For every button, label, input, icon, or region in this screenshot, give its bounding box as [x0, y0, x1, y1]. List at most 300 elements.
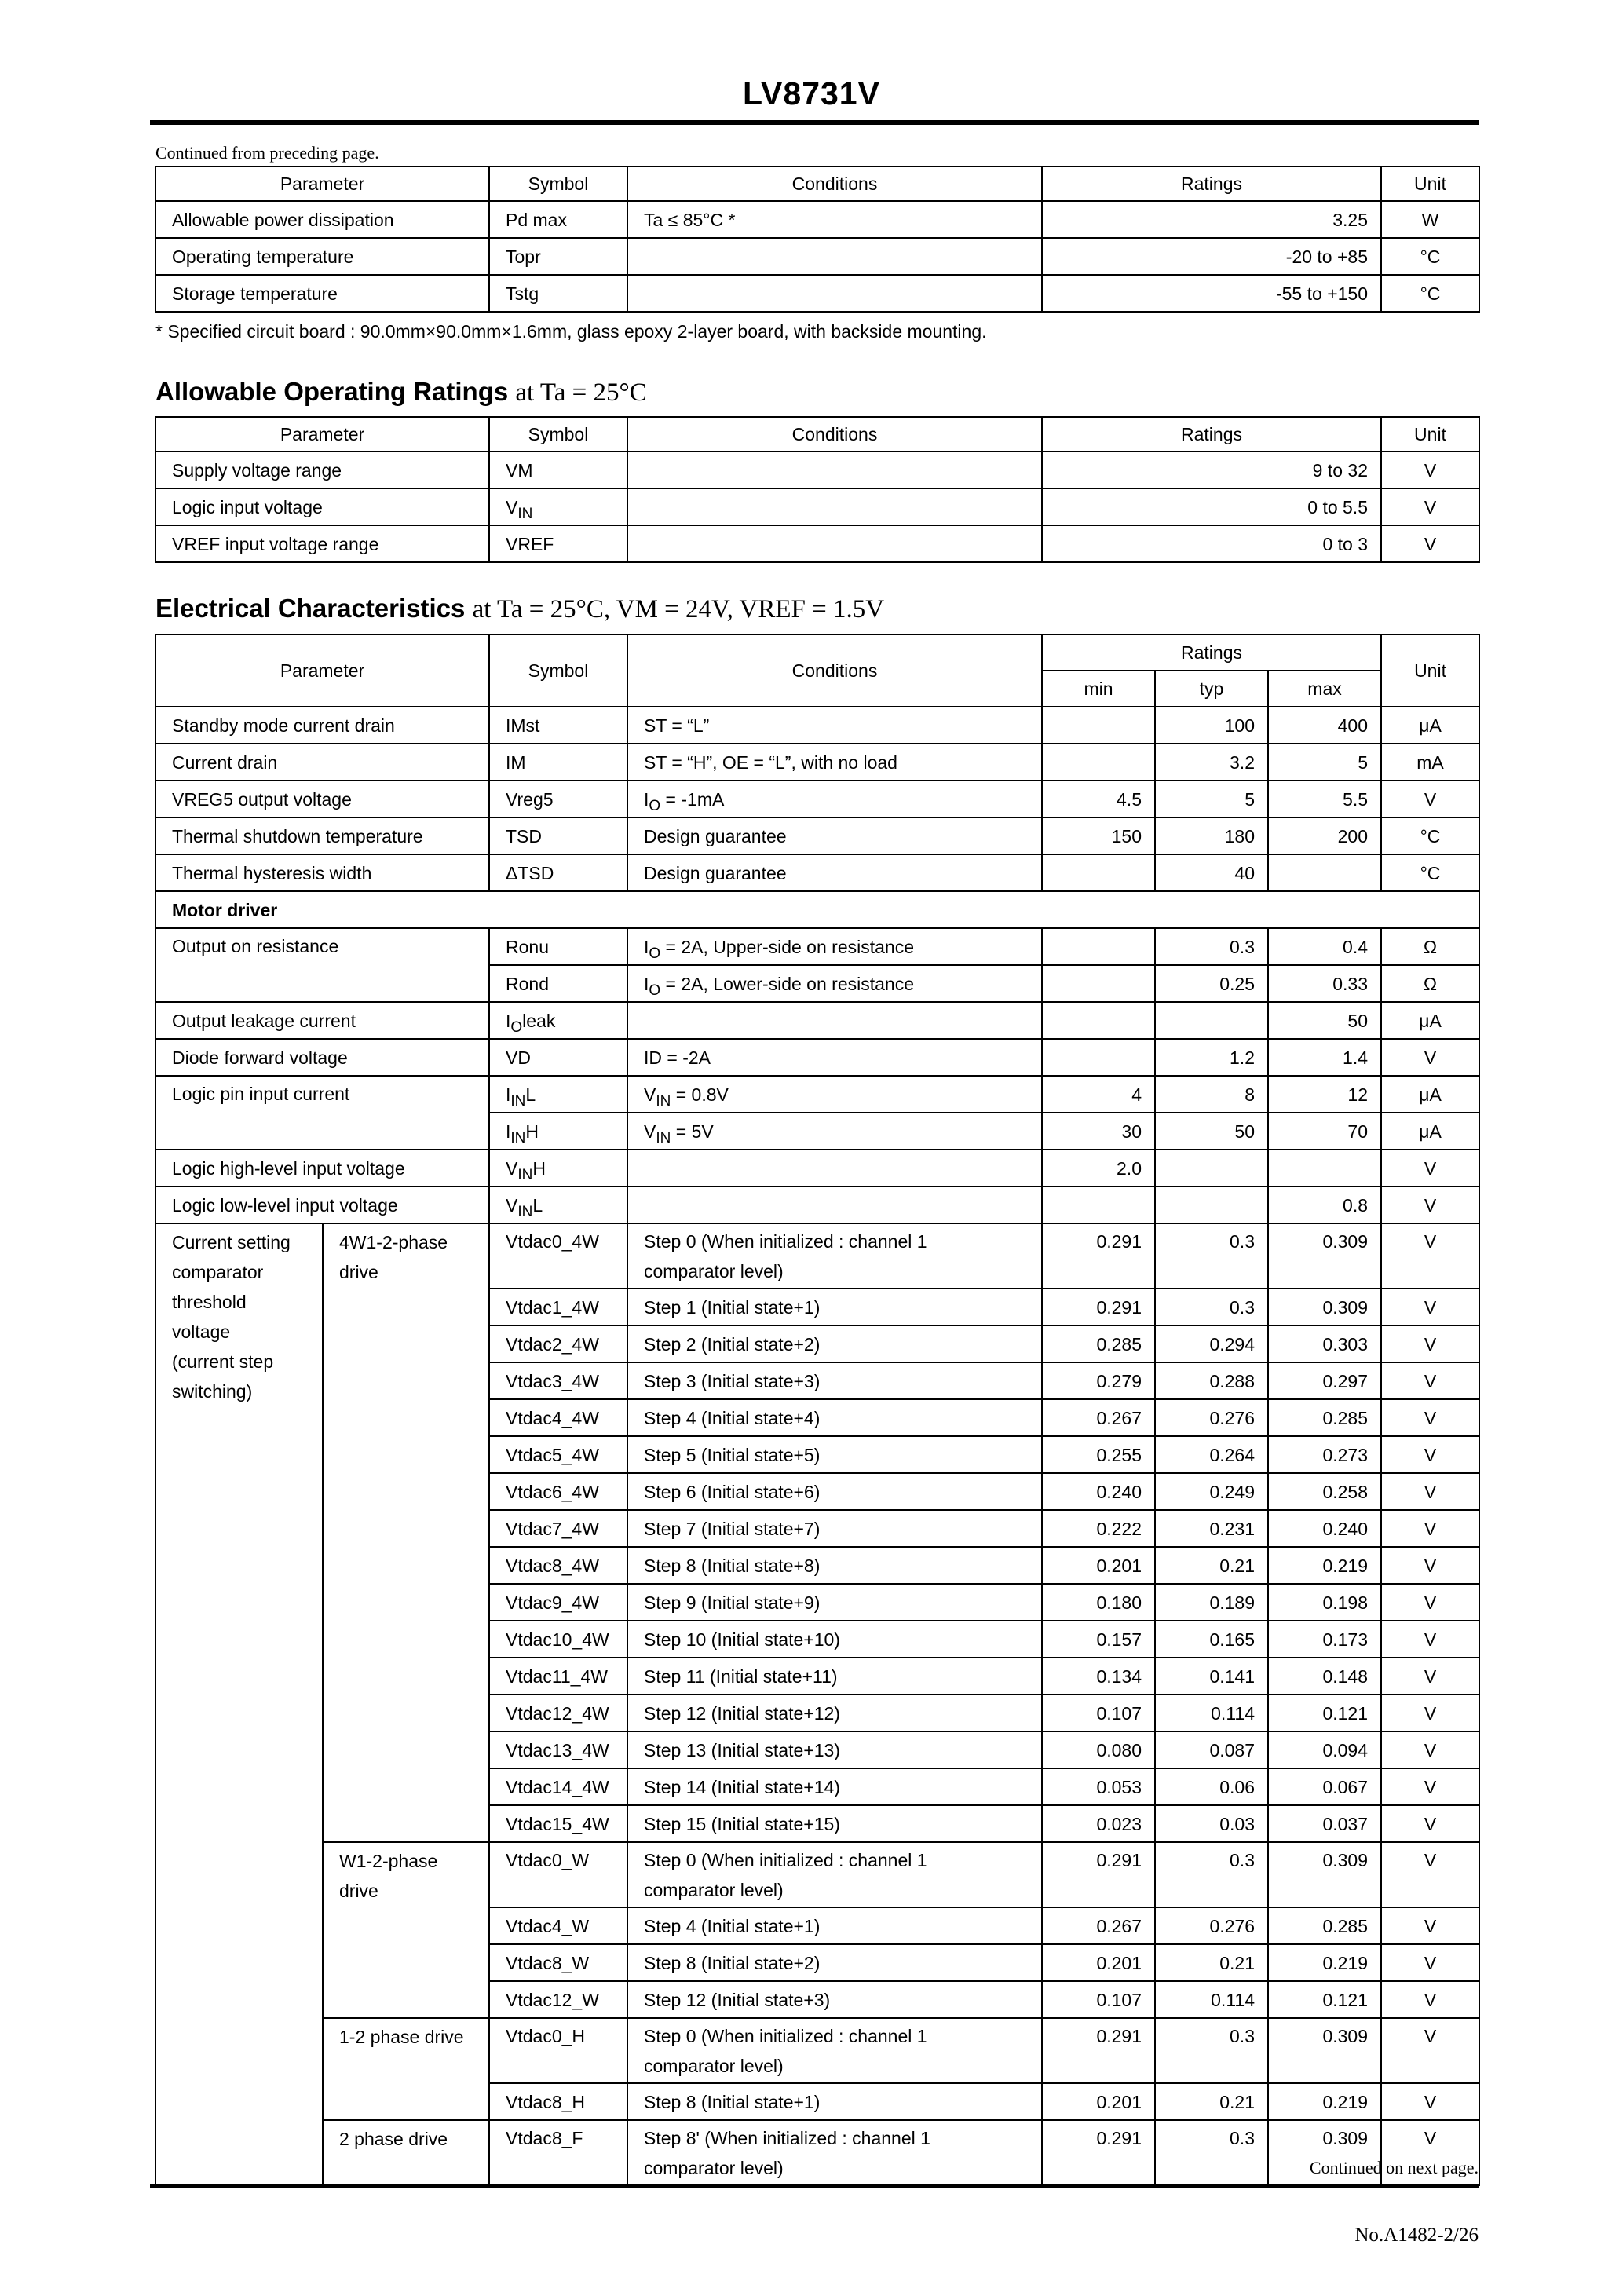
cell-unit: Ω	[1381, 965, 1479, 1002]
cell-unit: V	[1381, 1399, 1479, 1436]
cell-unit: V	[1381, 1842, 1479, 1907]
cell-parameter: Output on resistance	[155, 928, 489, 1002]
cell-min: 0.222	[1042, 1510, 1155, 1547]
cell-conditions	[627, 1076, 1042, 1113]
cell-unit: Ω	[1381, 928, 1479, 965]
cell-max: 0.094	[1268, 1731, 1381, 1768]
symbol-main: I	[506, 1084, 511, 1105]
cell-typ: 100	[1155, 707, 1268, 744]
cond-line: Step 8 (Initial state+8)	[644, 1555, 821, 1576]
cell-min	[1042, 1186, 1155, 1223]
cell-symbol: Vtdac8_4W	[489, 1547, 627, 1584]
cell-symbol: Vtdac6_4W	[489, 1473, 627, 1510]
cell-max	[1268, 854, 1381, 891]
cell-symbol: Vtdac4_4W	[489, 1399, 627, 1436]
cell-max: 0.273	[1268, 1436, 1381, 1473]
cell-min	[1042, 1002, 1155, 1039]
cond-line: Step 12 (Initial state+3)	[644, 1989, 831, 2010]
cell-unit: W	[1381, 201, 1479, 238]
cell-typ: 0.276	[1155, 1399, 1268, 1436]
cell-unit: V	[1381, 1907, 1479, 1944]
cell-parameter: Diode forward voltage	[155, 1039, 489, 1076]
cell-unit: V	[1381, 1944, 1479, 1981]
cell-unit: V	[1381, 1658, 1479, 1695]
cell-ratings: 0 to 3	[1042, 525, 1381, 562]
continued-from-note: Continued from preceding page.	[155, 143, 379, 163]
cell-conditions: Design guarantee	[627, 854, 1042, 891]
cell-min: 0.240	[1042, 1473, 1155, 1510]
cell-conditions	[627, 1981, 1042, 2018]
cond-line: comparator level)	[644, 1880, 784, 1900]
cell-max: 0.037	[1268, 1805, 1381, 1842]
cell-conditions	[627, 1223, 1042, 1289]
cell-unit: V	[1381, 1223, 1479, 1289]
cell-symbol: Topr	[489, 238, 627, 275]
symbol-sub: IN	[517, 1166, 533, 1183]
cell-conditions	[627, 1362, 1042, 1399]
table-row	[155, 744, 1479, 781]
col-parameter: Parameter	[155, 634, 489, 707]
cell-parameter: Storage temperature	[155, 275, 489, 312]
cell-conditions	[627, 452, 1042, 488]
cell-min: 4.5	[1042, 781, 1155, 817]
table-row	[155, 817, 1479, 854]
cell-parameter: Thermal hysteresis width	[155, 854, 489, 891]
cell-min: 0.267	[1042, 1399, 1155, 1436]
cell-unit: V	[1381, 1547, 1479, 1584]
cell-conditions	[627, 1731, 1042, 1768]
cell-drive-mode	[323, 1223, 489, 1842]
cell-min: 0.255	[1042, 1436, 1155, 1473]
cell-typ: 0.21	[1155, 2083, 1268, 2120]
cell-symbol: Vtdac8_H	[489, 2083, 627, 2120]
cond-main: V	[644, 1121, 656, 1142]
cell-symbol	[489, 1113, 627, 1150]
cond-rest: = 0.8V	[671, 1084, 729, 1105]
cell-max: 0.33	[1268, 965, 1381, 1002]
cell-max: 5.5	[1268, 781, 1381, 817]
elec-condition: at Ta = 25°C, VM = 24V, VREF = 1.5V	[472, 595, 885, 623]
cell-conditions	[627, 1289, 1042, 1325]
cond-line: Step 12 (Initial state+12)	[644, 1702, 840, 1724]
cell-max: 1.4	[1268, 1039, 1381, 1076]
cell-typ: 0.25	[1155, 965, 1268, 1002]
table-row	[155, 928, 1479, 965]
cell-symbol: Vtdac12_W	[489, 1981, 627, 2018]
cell-symbol: Vtdac14_4W	[489, 1768, 627, 1805]
cell-unit: V	[1381, 1362, 1479, 1399]
cell-max: 70	[1268, 1113, 1381, 1150]
table-row	[155, 1002, 1479, 1039]
cond-line: Step 5 (Initial state+5)	[644, 1444, 821, 1465]
symbol-main: V	[506, 496, 518, 517]
cell-unit: V	[1381, 452, 1479, 488]
col-symbol: Symbol	[489, 166, 627, 201]
symbol-sub: IN	[517, 1203, 533, 1220]
cond-line: Step 10 (Initial state+10)	[644, 1629, 840, 1650]
cell-symbol: VM	[489, 452, 627, 488]
table-row	[155, 781, 1479, 817]
cell-unit: μA	[1381, 707, 1479, 744]
cell-unit: V	[1381, 2120, 1479, 2185]
cell-typ: 0.3	[1155, 1842, 1268, 1907]
symbol-sub: IN	[517, 505, 533, 522]
col-ratings: Ratings	[1042, 166, 1381, 201]
continued-next-note: Continued on next page.	[1309, 2158, 1479, 2177]
cell-conditions	[627, 1113, 1042, 1150]
col-conditions: Conditions	[627, 417, 1042, 452]
table-row	[155, 2018, 1479, 2083]
mode-line: 1-2 phase drive	[339, 2027, 464, 2047]
cell-min: 0.157	[1042, 1621, 1155, 1658]
cell-parameter-current-setting	[155, 1223, 323, 2185]
param-line: comparator	[172, 1262, 264, 1282]
cell-conditions	[627, 2083, 1042, 2120]
col-ratings: Ratings	[1042, 634, 1381, 671]
cell-unit: μA	[1381, 1002, 1479, 1039]
cell-parameter: Output leakage current	[155, 1002, 489, 1039]
mode-line: W1-2-phase	[339, 1851, 438, 1871]
cell-conditions	[627, 2120, 1042, 2185]
cell-parameter: Operating temperature	[155, 238, 489, 275]
cell-max: 0.198	[1268, 1584, 1381, 1621]
cell-symbol: Vtdac1_4W	[489, 1289, 627, 1325]
cell-typ: 0.288	[1155, 1362, 1268, 1399]
col-conditions: Conditions	[627, 166, 1042, 201]
cell-min: 150	[1042, 817, 1155, 854]
cell-parameter: Thermal shutdown temperature	[155, 817, 489, 854]
motor-driver-section-row	[155, 891, 1479, 928]
cell-conditions	[627, 781, 1042, 817]
col-unit: Unit	[1381, 166, 1479, 201]
cell-min: 30	[1042, 1113, 1155, 1150]
cond-line: comparator level)	[644, 1261, 784, 1281]
cell-conditions	[627, 1768, 1042, 1805]
cell-unit: °C	[1381, 238, 1479, 275]
cell-typ: 1.2	[1155, 1039, 1268, 1076]
cell-min: 0.279	[1042, 1362, 1155, 1399]
col-typ: typ	[1155, 671, 1268, 707]
motor-driver-label: Motor driver	[155, 891, 1479, 928]
cell-conditions	[627, 1907, 1042, 1944]
cond-sub: O	[649, 945, 661, 962]
cell-unit: V	[1381, 488, 1479, 525]
symbol-sub: O	[510, 1018, 523, 1036]
cell-conditions	[627, 965, 1042, 1002]
cell-min: 0.285	[1042, 1325, 1155, 1362]
cell-typ: 0.114	[1155, 1981, 1268, 2018]
cell-parameter: Current drain	[155, 744, 489, 781]
table-row	[155, 1186, 1479, 1223]
cell-parameter: VREG5 output voltage	[155, 781, 489, 817]
cell-unit: V	[1381, 525, 1479, 562]
param-line: Current setting	[172, 1232, 291, 1252]
mode-line: 4W1-2-phase	[339, 1232, 448, 1252]
table-row	[155, 275, 1479, 312]
cell-min: 0.291	[1042, 1223, 1155, 1289]
cond-line: Step 1 (Initial state+1)	[644, 1296, 821, 1318]
cell-min: 0.201	[1042, 1944, 1155, 1981]
cell-max: 0.303	[1268, 1325, 1381, 1362]
elec-header-row-1	[155, 634, 1479, 671]
cell-typ: 0.276	[1155, 1907, 1268, 1944]
cond-main: I	[644, 973, 649, 994]
cond-sub: IN	[656, 1092, 671, 1110]
cell-conditions	[627, 1805, 1042, 1842]
cell-typ: 0.3	[1155, 2120, 1268, 2185]
cell-conditions	[627, 1547, 1042, 1584]
symbol-main: I	[506, 1010, 511, 1031]
cond-line: Step 15 (Initial state+15)	[644, 1813, 840, 1834]
cell-ratings: -55 to +150	[1042, 275, 1381, 312]
cell-parameter: Supply voltage range	[155, 452, 489, 488]
cell-symbol: Vtdac0_H	[489, 2018, 627, 2083]
cell-symbol: Pd max	[489, 201, 627, 238]
cond-main: I	[644, 788, 649, 810]
cell-parameter: Logic input voltage	[155, 488, 489, 525]
symbol-main: I	[506, 1121, 511, 1142]
cell-typ: 0.114	[1155, 1695, 1268, 1731]
cell-max: 0.121	[1268, 1695, 1381, 1731]
cell-symbol: Vtdac12_4W	[489, 1695, 627, 1731]
cell-max: 0.148	[1268, 1658, 1381, 1695]
cell-min	[1042, 744, 1155, 781]
cond-rest: = 2A, Lower-side on resistance	[660, 973, 914, 994]
cell-symbol	[489, 1076, 627, 1113]
cell-ratings: 3.25	[1042, 201, 1381, 238]
cell-typ: 0.294	[1155, 1325, 1268, 1362]
cell-max: 0.285	[1268, 1399, 1381, 1436]
table-row	[155, 707, 1479, 744]
cell-max: 0.067	[1268, 1768, 1381, 1805]
cell-max: 5	[1268, 744, 1381, 781]
cond-line: Step 8' (When initialized : channel 1	[644, 2128, 930, 2148]
header-rule	[150, 120, 1479, 125]
col-symbol: Symbol	[489, 634, 627, 707]
board-note: * Specified circuit board : 90.0mm×90.0mm×1.6mm, glass epoxy 2-layer board, with backside mounting.	[155, 321, 987, 342]
cell-symbol: Vtdac2_4W	[489, 1325, 627, 1362]
symbol-sub: IN	[510, 1092, 526, 1110]
cell-typ: 0.165	[1155, 1621, 1268, 1658]
cell-unit: V	[1381, 1150, 1479, 1186]
cell-conditions	[627, 238, 1042, 275]
cell-max: 0.240	[1268, 1510, 1381, 1547]
cell-unit: V	[1381, 2083, 1479, 2120]
cond-line: Step 0 (When initialized : channel 1	[644, 1850, 927, 1870]
col-min: min	[1042, 671, 1155, 707]
cell-conditions: ST = “H”, OE = “L”, with no load	[627, 744, 1042, 781]
cell-min: 2.0	[1042, 1150, 1155, 1186]
cell-unit: μA	[1381, 1076, 1479, 1113]
cond-line: Step 13 (Initial state+13)	[644, 1739, 840, 1760]
symbol-rest: leak	[522, 1010, 556, 1031]
cell-conditions	[627, 1944, 1042, 1981]
cell-conditions	[627, 1510, 1042, 1547]
page-number: No.A1482-2/26	[1354, 2225, 1479, 2246]
table-row	[155, 1223, 1479, 1289]
cell-max	[1268, 1150, 1381, 1186]
cell-min: 0.201	[1042, 1547, 1155, 1584]
cell-parameter: Logic low-level input voltage	[155, 1186, 489, 1223]
cell-min: 0.291	[1042, 1289, 1155, 1325]
cell-unit: V	[1381, 1473, 1479, 1510]
cell-min: 0.180	[1042, 1584, 1155, 1621]
cell-symbol	[489, 1002, 627, 1039]
cell-min: 0.134	[1042, 1658, 1155, 1695]
cell-symbol: Vtdac0_4W	[489, 1223, 627, 1289]
cell-typ	[1155, 1186, 1268, 1223]
cell-max: 0.121	[1268, 1981, 1381, 2018]
param-line: switching)	[172, 1381, 253, 1402]
table-row	[155, 452, 1479, 488]
cell-max: 50	[1268, 1002, 1381, 1039]
elec-heading	[155, 594, 884, 624]
op-ratings-title: Allowable Operating Ratings	[155, 377, 509, 406]
cell-unit: V	[1381, 1289, 1479, 1325]
cell-unit: V	[1381, 1981, 1479, 2018]
cell-conditions	[627, 1002, 1042, 1039]
cell-min: 4	[1042, 1076, 1155, 1113]
cell-min: 0.291	[1042, 2018, 1155, 2083]
op-ratings-heading	[155, 377, 647, 408]
cell-conditions	[627, 1436, 1042, 1473]
cond-line: Step 3 (Initial state+3)	[644, 1370, 821, 1391]
cond-line: Step 9 (Initial state+9)	[644, 1592, 821, 1613]
cell-max: 0.309	[1268, 1289, 1381, 1325]
symbol-main: V	[506, 1157, 518, 1179]
cell-typ: 0.189	[1155, 1584, 1268, 1621]
cell-unit: V	[1381, 1039, 1479, 1076]
cell-symbol: IMst	[489, 707, 627, 744]
cell-min	[1042, 707, 1155, 744]
cell-typ: 8	[1155, 1076, 1268, 1113]
mode-line: 2 phase drive	[339, 2129, 448, 2149]
cond-rest: = -1mA	[660, 788, 725, 810]
cell-unit: V	[1381, 1584, 1479, 1621]
cell-conditions	[627, 2018, 1042, 2083]
col-max: max	[1268, 671, 1381, 707]
cell-symbol: Vreg5	[489, 781, 627, 817]
cell-symbol: VD	[489, 1039, 627, 1076]
cell-symbol	[489, 1150, 627, 1186]
cell-unit: V	[1381, 1325, 1479, 1362]
cell-parameter: VREF input voltage range	[155, 525, 489, 562]
cell-typ	[1155, 1002, 1268, 1039]
cell-conditions	[627, 1621, 1042, 1658]
cell-symbol: TSD	[489, 817, 627, 854]
cell-drive-mode	[323, 2018, 489, 2120]
cell-drive-mode	[323, 2120, 489, 2185]
col-parameter: Parameter	[155, 166, 489, 201]
cell-max: 0.219	[1268, 1547, 1381, 1584]
cell-drive-mode	[323, 1842, 489, 2018]
cell-max: 0.4	[1268, 928, 1381, 965]
cell-min: 0.080	[1042, 1731, 1155, 1768]
cell-symbol: VREF	[489, 525, 627, 562]
cell-typ: 0.264	[1155, 1436, 1268, 1473]
cell-conditions	[627, 1186, 1042, 1223]
cell-symbol: Vtdac0_W	[489, 1842, 627, 1907]
cell-unit: μA	[1381, 1113, 1479, 1150]
cell-min: 0.267	[1042, 1907, 1155, 1944]
mode-line: drive	[339, 1881, 378, 1901]
cell-typ	[1155, 1150, 1268, 1186]
table-row	[155, 1039, 1479, 1076]
cell-typ: 0.231	[1155, 1510, 1268, 1547]
cell-typ: 0.141	[1155, 1658, 1268, 1695]
cond-line: Step 8 (Initial state+2)	[644, 1952, 821, 1973]
cell-symbol: Tstg	[489, 275, 627, 312]
param-line: (current step	[172, 1351, 274, 1372]
page-title: LV8731V	[743, 75, 880, 112]
cond-line: Step 0 (When initialized : channel 1	[644, 1231, 927, 1252]
cell-conditions	[627, 275, 1042, 312]
cell-parameter: Standby mode current drain	[155, 707, 489, 744]
cell-conditions	[627, 488, 1042, 525]
cond-sub: O	[649, 797, 661, 814]
cond-sub: IN	[656, 1129, 671, 1146]
cell-unit: V	[1381, 1436, 1479, 1473]
abs-max-header-row	[155, 166, 1479, 201]
cell-conditions: ID = -2A	[627, 1039, 1042, 1076]
cell-ratings: 9 to 32	[1042, 452, 1381, 488]
cell-max: 0.219	[1268, 1944, 1381, 1981]
cell-typ: 0.3	[1155, 928, 1268, 965]
cell-symbol: Vtdac8_W	[489, 1944, 627, 1981]
cell-unit: V	[1381, 2018, 1479, 2083]
cell-symbol	[489, 1186, 627, 1223]
cell-symbol: Vtdac5_4W	[489, 1436, 627, 1473]
table-row	[155, 201, 1479, 238]
cell-unit: °C	[1381, 854, 1479, 891]
cell-symbol: Vtdac8_F	[489, 2120, 627, 2185]
cell-max: 0.309	[1268, 1842, 1381, 1907]
elec-table	[155, 634, 1480, 2186]
cell-unit: mA	[1381, 744, 1479, 781]
cell-min	[1042, 854, 1155, 891]
cell-min	[1042, 1039, 1155, 1076]
cell-conditions	[627, 1325, 1042, 1362]
col-ratings: Ratings	[1042, 417, 1381, 452]
cell-max: 0.219	[1268, 2083, 1381, 2120]
table-row	[155, 1076, 1479, 1113]
symbol-sub: IN	[510, 1129, 526, 1146]
cell-conditions	[627, 1473, 1042, 1510]
cell-conditions	[627, 1695, 1042, 1731]
cell-max: 0.285	[1268, 1907, 1381, 1944]
cell-symbol: Vtdac9_4W	[489, 1584, 627, 1621]
cell-symbol: Rond	[489, 965, 627, 1002]
cell-parameter: Logic pin input current	[155, 1076, 489, 1150]
abs-max-table	[155, 166, 1480, 313]
cond-line: Step 14 (Initial state+14)	[644, 1776, 840, 1797]
col-symbol: Symbol	[489, 417, 627, 452]
cell-conditions: Design guarantee	[627, 817, 1042, 854]
cell-typ: 0.3	[1155, 1289, 1268, 1325]
cell-conditions	[627, 1150, 1042, 1186]
col-conditions: Conditions	[627, 634, 1042, 707]
cell-typ: 0.03	[1155, 1805, 1268, 1842]
cond-line: Step 8 (Initial state+1)	[644, 2091, 821, 2112]
mode-line: drive	[339, 1262, 378, 1282]
cell-conditions: Ta ≤ 85°C *	[627, 201, 1042, 238]
cell-unit: °C	[1381, 817, 1479, 854]
symbol-main: V	[506, 1194, 518, 1216]
table-row	[155, 488, 1479, 525]
cell-min: 0.053	[1042, 1768, 1155, 1805]
param-line: threshold	[172, 1292, 247, 1312]
cell-symbol: Vtdac11_4W	[489, 1658, 627, 1695]
